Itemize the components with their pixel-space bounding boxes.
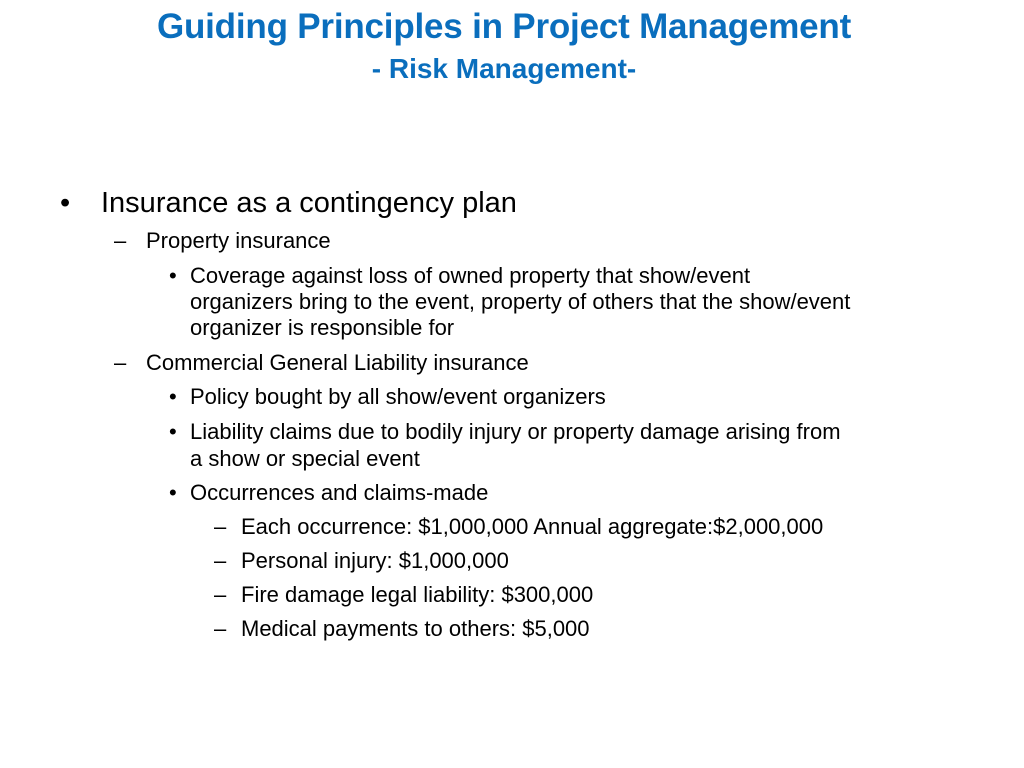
coverage-line-2: organizers bring to the event, property of others that the show/event: [190, 289, 851, 314]
policy-line: Policy bought by all show/event organizers: [190, 384, 606, 409]
bullet-icon: •: [169, 480, 177, 505]
dash-icon: –: [114, 350, 127, 375]
bullet-insurance: Insurance as a contingency plan: [101, 187, 517, 219]
personal-injury-line: Personal injury: $1,000,000: [241, 548, 509, 573]
liability-line-1: Liability claims due to bodily injury or property damage arising from: [190, 419, 841, 444]
sub-bullet-property-insurance: Property insurance: [146, 228, 331, 253]
dash-icon: –: [214, 582, 227, 607]
dash-icon: –: [214, 514, 227, 539]
fire-damage-line: Fire damage legal liability: $300,000: [241, 582, 594, 607]
medical-payments-line: Medical payments to others: $5,000: [241, 616, 590, 641]
dash-icon: –: [114, 228, 127, 253]
liability-line-2: a show or special event: [190, 446, 420, 471]
sub-bullet-cgl-insurance: Commercial General Liability insurance: [146, 350, 529, 375]
slide-title: Guiding Principles in Project Management: [156, 7, 852, 46]
dash-icon: –: [214, 548, 227, 573]
bullet-icon: •: [169, 263, 177, 288]
each-occurrence-line: Each occurrence: $1,000,000 Annual aggregate:$2,000,000: [241, 514, 824, 539]
coverage-line-3: organizer is responsible for: [190, 315, 455, 340]
bullet-icon: •: [169, 384, 177, 409]
coverage-line-1: Coverage against loss of owned property that show/event: [190, 263, 751, 288]
slide-subtitle: - Risk Management-: [371, 53, 637, 84]
bullet-icon: •: [169, 419, 177, 444]
occurrences-line: Occurrences and claims-made: [190, 480, 489, 505]
dash-icon: –: [214, 616, 227, 641]
bullet-icon: •: [60, 187, 71, 219]
